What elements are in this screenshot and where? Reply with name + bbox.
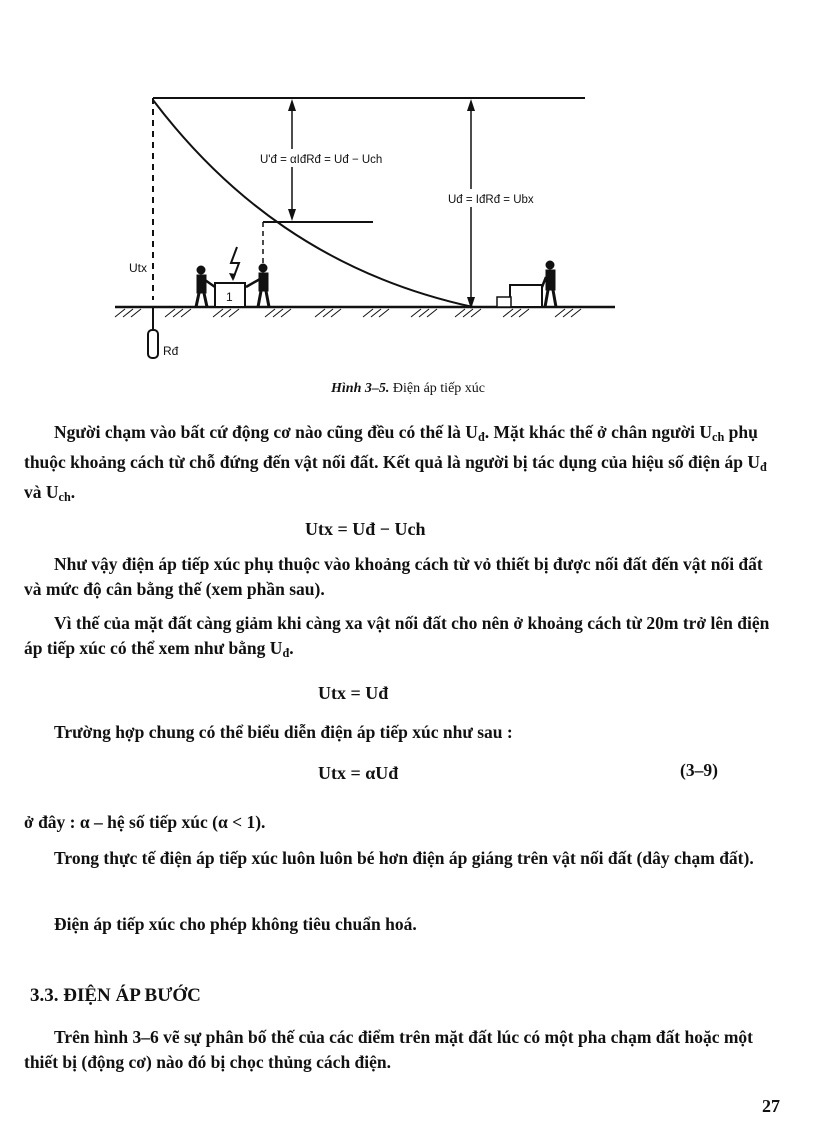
paragraph-4: Trường hợp chung có thể biểu diễn điện áp tiếp xúc như sau : <box>54 722 513 742</box>
equation-2: Utx = Uđ <box>318 683 389 703</box>
paragraph-2: Như vậy điện áp tiếp xúc phụ thuộc vào khoảng cách từ vỏ thiết bị được nối đất đến vật nối đất và mức độ cân bằng thế (xem phần sau). <box>24 554 763 599</box>
page-number: 27 <box>762 1096 780 1116</box>
caption-label: Hình 3–5. <box>331 381 390 396</box>
grounding-electrode <box>148 330 158 358</box>
upper-formula-label: U'đ = αIđRđ = Uđ − Uch <box>260 154 383 166</box>
section-heading: 3.3. ĐIỆN ÁP BƯỚC <box>30 985 201 1006</box>
upper-arrow-head-top <box>288 99 296 111</box>
right-arrow-head-top <box>467 99 475 111</box>
equation-3: Utx = αUđ <box>318 763 399 783</box>
rd-label: Rđ <box>163 344 179 358</box>
paragraph-8: Trên hình 3–6 vẽ sự phân bố thế của các điểm trên mặt đất lúc có một pha chạm đất hoặc một thiết bị (động cơ) nào đó bị chọc thủng cách điện. <box>24 1027 753 1072</box>
right-formula-label: Uđ = IđRđ = Ubx <box>448 194 534 206</box>
paragraph-3: Vì thế của mặt đất càng giảm khi càng xa vật nối đất cho nên ở khoảng cách từ 20m trở lên điện áp tiếp xúc có thể xem như bằng Uđ. <box>24 613 770 660</box>
equation-1: Utx = Uđ − Uch <box>305 519 426 539</box>
paragraph-5: ở đây : α – hệ số tiếp xúc (α < 1). <box>24 812 266 832</box>
ground-hatching <box>115 309 581 317</box>
equation-number: (3–9) <box>680 760 718 780</box>
person-touching-icon <box>246 264 269 307</box>
box-number: 1 <box>226 290 233 304</box>
upper-arrow-head-bottom <box>288 209 296 221</box>
remote-equipment <box>510 285 542 307</box>
figure-caption <box>0 381 816 397</box>
touch-voltage-diagram <box>105 85 625 375</box>
paragraph-7: Điện áp tiếp xúc cho phép không tiêu chuẩn hoá. <box>54 914 417 934</box>
person-left-icon <box>196 266 215 307</box>
utx-label: Utx <box>129 261 147 275</box>
caption-text: Điện áp tiếp xúc <box>392 381 485 396</box>
paragraph-6: Trong thực tế điện áp tiếp xúc luôn luôn bé hơn điện áp giáng trên vật nối đất (dây chạm đất). <box>54 848 754 868</box>
paragraph-1: Người chạm vào bất cứ động cơ nào cũng đều có thế là Uđ. Mặt khác thế ở chân người Uch phụ thuộc khoảng cách từ chỗ đứng đến vật nối đất. Kết quả là người bị tác dụng của hiệu số điện áp Uđ và Uch. <box>24 422 767 504</box>
remote-equipment-base <box>497 297 511 307</box>
person-right-icon <box>542 261 556 307</box>
